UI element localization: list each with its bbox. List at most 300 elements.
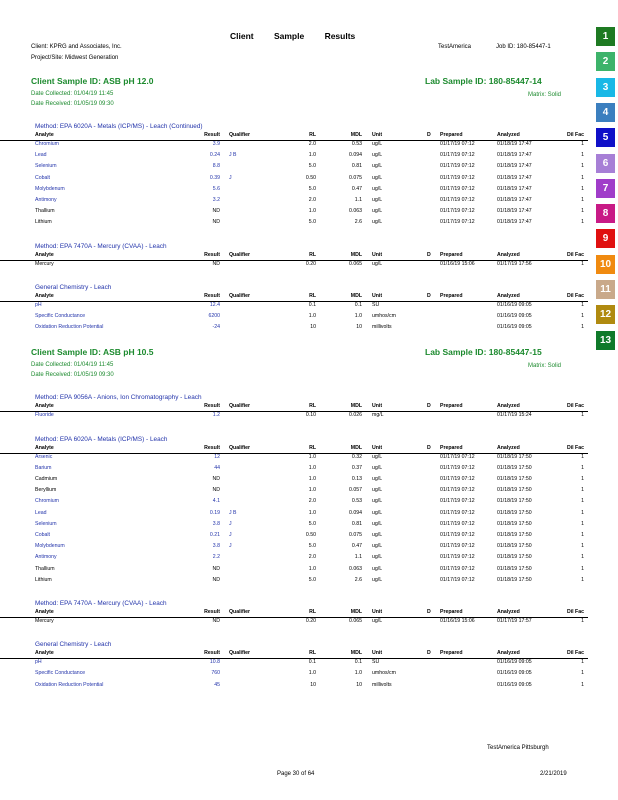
cell-mdl: 0.37 bbox=[351, 464, 362, 471]
column-header-row bbox=[0, 293, 588, 302]
cell-unit: umhos/cm bbox=[372, 313, 396, 319]
cell-analyte: Selenium bbox=[35, 520, 57, 527]
cell-analyzed: 01/18/19 17:47 bbox=[497, 163, 532, 170]
col-header-result: Result bbox=[204, 251, 220, 258]
cell-result: 12.4 bbox=[209, 301, 220, 308]
col-header-qualifier: Qualifier bbox=[229, 403, 251, 410]
col-header-dil: Dil Fac bbox=[566, 403, 584, 410]
cell-analyte: Beryllium bbox=[35, 487, 57, 494]
cell-analyzed: 01/18/19 17:47 bbox=[497, 152, 532, 159]
matrix: Matrix: Solid bbox=[528, 92, 562, 98]
page-title: Client Sample Results bbox=[230, 31, 356, 41]
cell-analyte: Specific Conductance bbox=[35, 313, 86, 319]
col-header-analyte: Analyte bbox=[35, 609, 54, 615]
cell-analyzed: 01/18/19 17:50 bbox=[497, 509, 532, 516]
result-row bbox=[0, 670, 588, 680]
cell-qualifier: J bbox=[229, 543, 232, 550]
col-header-dil: Dil Fac bbox=[566, 132, 584, 138]
result-row bbox=[0, 152, 588, 162]
cell-unit: ug/L bbox=[372, 141, 383, 147]
cell-analyte: Cobalt bbox=[35, 532, 50, 538]
cell-analyzed: 01/18/19 17:50 bbox=[497, 565, 532, 572]
cell-result: 3.2 bbox=[212, 197, 220, 203]
cell-analyzed: 01/16/19 09:05 bbox=[497, 324, 532, 331]
cell-dil: 1 bbox=[581, 313, 584, 319]
col-header-prepared: Prepared bbox=[440, 251, 463, 258]
cell-qualifier: J bbox=[229, 520, 232, 527]
col-header-mdl: MDL bbox=[350, 444, 362, 451]
cell-analyte: Barium bbox=[35, 464, 52, 471]
cell-rl: 5.0 bbox=[308, 219, 316, 226]
cell-analyte: Oxidation Reduction Potential bbox=[35, 681, 104, 688]
col-header-qualifier: Qualifier bbox=[229, 444, 251, 451]
col-header-rl: RL bbox=[309, 251, 316, 258]
cell-dil: 1 bbox=[581, 576, 584, 583]
col-header-rl: RL bbox=[309, 403, 316, 410]
cell-rl: 0.50 bbox=[305, 532, 316, 538]
cell-mdl: 0.13 bbox=[351, 476, 362, 482]
cell-mdl: 0.063 bbox=[349, 208, 362, 215]
cell-analyzed: 01/18/19 17:47 bbox=[497, 185, 532, 192]
col-header-analyzed: Analyzed bbox=[497, 444, 520, 451]
cell-analyte: Lithium bbox=[35, 219, 52, 226]
col-header-analyzed: Analyzed bbox=[497, 132, 520, 138]
cell-mdl: 0.063 bbox=[349, 565, 362, 572]
cell-mdl: 2.6 bbox=[354, 219, 362, 226]
cell-result: 45 bbox=[214, 681, 220, 688]
method-title: Method: EPA 7470A - Mercury (CVAA) - Leach bbox=[35, 600, 167, 607]
cell-analyzed: 01/18/19 17:50 bbox=[497, 453, 532, 460]
col-header-rl: RL bbox=[309, 444, 316, 451]
col-header-analyzed: Analyzed bbox=[497, 403, 520, 410]
cell-dil: 1 bbox=[581, 554, 584, 561]
cell-analyte: pH bbox=[35, 301, 42, 308]
cell-mdl: 0.094 bbox=[349, 509, 362, 516]
section-tab-5[interactable]: 5 bbox=[596, 128, 615, 147]
col-header-result: Result bbox=[204, 609, 220, 615]
cell-result: ND bbox=[212, 476, 220, 482]
cell-dil: 1 bbox=[581, 260, 584, 267]
cell-mdl: 0.53 bbox=[351, 141, 362, 147]
result-row bbox=[0, 465, 588, 475]
cell-dil: 1 bbox=[581, 464, 584, 471]
col-header-unit: Unit bbox=[372, 251, 383, 258]
job-id: Job ID: 180-85447-1 bbox=[496, 44, 551, 50]
cell-result: 8.8 bbox=[212, 163, 220, 170]
cell-result: ND bbox=[212, 565, 220, 572]
cell-unit: ug/L bbox=[372, 453, 383, 460]
cell-result: 0.21 bbox=[209, 532, 220, 538]
cell-analyte: Lead bbox=[35, 152, 47, 159]
cell-unit: ug/L bbox=[372, 509, 383, 516]
cell-unit: millivolts bbox=[372, 681, 392, 688]
cell-result: 0.39 bbox=[209, 174, 220, 181]
col-header-result: Result bbox=[204, 444, 220, 451]
cell-unit: SU bbox=[372, 659, 380, 666]
cell-unit: millivolts bbox=[372, 324, 392, 331]
cell-dil: 1 bbox=[581, 476, 584, 482]
cell-analyzed: 01/16/19 09:05 bbox=[497, 670, 532, 677]
cell-prepared: 01/17/19 07:12 bbox=[440, 464, 475, 471]
result-row bbox=[0, 163, 588, 173]
cell-rl: 1.0 bbox=[308, 670, 316, 677]
section-tab-1[interactable]: 1 bbox=[596, 27, 615, 46]
section-tab-12[interactable]: 12 bbox=[596, 305, 615, 324]
cell-unit: ug/L bbox=[372, 185, 383, 192]
cell-dil: 1 bbox=[581, 185, 584, 192]
cell-prepared: 01/16/19 15:06 bbox=[440, 618, 475, 624]
cell-rl: 1.0 bbox=[308, 313, 316, 319]
result-row bbox=[0, 682, 588, 692]
cell-dil: 1 bbox=[581, 219, 584, 226]
cell-mdl: 0.026 bbox=[349, 412, 362, 419]
cell-prepared: 01/17/19 07:12 bbox=[440, 174, 475, 181]
col-header-analyzed: Analyzed bbox=[497, 292, 520, 299]
cell-analyzed: 01/16/19 09:05 bbox=[497, 681, 532, 688]
result-row bbox=[0, 454, 588, 464]
cell-mdl: 0.1 bbox=[354, 301, 362, 308]
cell-analyzed: 01/18/19 17:47 bbox=[497, 141, 532, 147]
cell-dil: 1 bbox=[581, 152, 584, 159]
col-header-d: D bbox=[427, 403, 431, 410]
col-header-dil: Dil Fac bbox=[566, 251, 584, 258]
sample-title: Client Sample ID: ASB pH 10.5 bbox=[31, 347, 154, 358]
cell-rl: 0.20 bbox=[305, 260, 316, 267]
cell-analyzed: 01/18/19 17:47 bbox=[497, 219, 532, 226]
cell-analyzed: 01/18/19 17:47 bbox=[497, 208, 532, 215]
section-tab-3[interactable]: 3 bbox=[596, 78, 615, 97]
col-header-prepared: Prepared bbox=[440, 403, 463, 410]
cell-rl: 2.0 bbox=[308, 498, 316, 505]
cell-dil: 1 bbox=[581, 618, 584, 624]
result-row bbox=[0, 566, 588, 576]
date-collected: Date Collected: 01/04/19 11:45 bbox=[31, 91, 114, 97]
col-header-d: D bbox=[427, 132, 431, 138]
cell-rl: 0.10 bbox=[305, 412, 316, 419]
col-header-analyte: Analyte bbox=[35, 444, 54, 451]
result-row bbox=[0, 510, 588, 520]
col-header-d: D bbox=[427, 650, 431, 657]
cell-mdl: 0.47 bbox=[351, 185, 362, 192]
cell-result: 44 bbox=[214, 464, 220, 471]
result-row bbox=[0, 302, 588, 312]
cell-result: 4.1 bbox=[212, 498, 220, 505]
method-title: General Chemistry - Leach bbox=[35, 641, 112, 649]
cell-result: ND bbox=[212, 487, 220, 494]
cell-prepared: 01/17/19 07:12 bbox=[440, 185, 475, 192]
col-header-result: Result bbox=[204, 650, 220, 657]
date-collected: Date Collected: 01/04/19 11:45 bbox=[31, 362, 114, 369]
cell-analyte: Specific Conductance bbox=[35, 670, 86, 677]
cell-unit: ug/L bbox=[372, 260, 383, 267]
cell-dil: 1 bbox=[581, 163, 584, 170]
col-header-analyte: Analyte bbox=[35, 403, 54, 410]
column-header-row bbox=[0, 609, 588, 618]
cell-dil: 1 bbox=[581, 412, 584, 419]
cell-mdl: 1.1 bbox=[354, 554, 362, 561]
cell-dil: 1 bbox=[581, 208, 584, 215]
cell-analyte: Mercury bbox=[35, 260, 54, 267]
cell-unit: ug/L bbox=[372, 618, 383, 624]
cell-mdl: 10 bbox=[356, 324, 362, 331]
cell-prepared: 01/17/19 07:12 bbox=[440, 565, 475, 572]
cell-analyte: Lithium bbox=[35, 576, 52, 583]
cell-rl: 2.0 bbox=[308, 141, 316, 147]
result-row bbox=[0, 487, 588, 497]
col-header-prepared: Prepared bbox=[440, 292, 463, 299]
cell-rl: 2.0 bbox=[308, 197, 316, 203]
cell-analyzed: 01/17/19 17:56 bbox=[497, 260, 532, 267]
cell-prepared: 01/17/19 07:12 bbox=[440, 520, 475, 527]
col-header-mdl: MDL bbox=[350, 251, 362, 258]
matrix: Matrix: Solid bbox=[528, 363, 562, 370]
cell-unit: ug/L bbox=[372, 464, 383, 471]
cell-unit: ug/L bbox=[372, 163, 383, 170]
cell-mdl: 0.32 bbox=[351, 453, 362, 460]
cell-dil: 1 bbox=[581, 301, 584, 308]
cell-mdl: 0.065 bbox=[349, 260, 362, 267]
cell-mdl: 0.47 bbox=[351, 543, 362, 550]
cell-prepared: 01/17/19 07:12 bbox=[440, 197, 475, 203]
cell-result: ND bbox=[212, 576, 220, 583]
cell-unit: ug/L bbox=[372, 152, 383, 159]
section-tab-13[interactable]: 13 bbox=[596, 331, 615, 350]
cell-dil: 1 bbox=[581, 487, 584, 494]
col-header-analyzed: Analyzed bbox=[497, 650, 520, 657]
cell-prepared: 01/17/19 07:12 bbox=[440, 219, 475, 226]
cell-rl: 1.0 bbox=[308, 565, 316, 572]
col-header-unit: Unit bbox=[372, 650, 383, 657]
cell-dil: 1 bbox=[581, 659, 584, 666]
cell-prepared: 01/17/19 07:12 bbox=[440, 509, 475, 516]
cell-unit: mg/L bbox=[372, 412, 384, 419]
lab-sample-id: Lab Sample ID: 180-85447-15 bbox=[425, 347, 542, 358]
col-header-analyzed: Analyzed bbox=[497, 251, 520, 258]
cell-prepared: 01/16/19 15:06 bbox=[440, 260, 475, 267]
col-header-qualifier: Qualifier bbox=[229, 292, 251, 299]
cell-analyzed: 01/18/19 17:50 bbox=[497, 576, 532, 583]
cell-dil: 1 bbox=[581, 565, 584, 572]
col-header-analyzed: Analyzed bbox=[497, 609, 520, 615]
cell-dil: 1 bbox=[581, 498, 584, 505]
cell-result: 10.8 bbox=[209, 659, 220, 666]
result-row bbox=[0, 412, 588, 422]
col-header-prepared: Prepared bbox=[440, 609, 463, 615]
col-header-mdl: MDL bbox=[350, 292, 362, 299]
method-title: General Chemistry - Leach bbox=[35, 283, 112, 291]
print-date: 2/21/2019 bbox=[540, 771, 567, 777]
cell-unit: ug/L bbox=[372, 554, 383, 561]
cell-analyzed: 01/17/19 17:57 bbox=[497, 618, 532, 624]
page-number: Page 30 of 64 bbox=[277, 771, 315, 777]
col-header-mdl: MDL bbox=[350, 403, 362, 410]
col-header-prepared: Prepared bbox=[440, 444, 463, 451]
cell-prepared: 01/17/19 07:12 bbox=[440, 208, 475, 215]
footer-lab: TestAmerica Pittsburgh bbox=[487, 745, 549, 751]
col-header-mdl: MDL bbox=[350, 132, 362, 138]
section-tab-9[interactable]: 9 bbox=[596, 229, 615, 248]
section-tab-7[interactable]: 7 bbox=[596, 179, 615, 198]
col-header-analyte: Analyte bbox=[35, 292, 54, 299]
cell-unit: ug/L bbox=[372, 543, 383, 550]
col-header-unit: Unit bbox=[372, 444, 383, 451]
method-title: Method: EPA 6020A - Metals (ICP/MS) - Leach (Continued) bbox=[35, 123, 203, 130]
cell-dil: 1 bbox=[581, 174, 584, 181]
cell-prepared: 01/17/19 07:12 bbox=[440, 163, 475, 170]
sample-title: Client Sample ID: ASB pH 12.0 bbox=[31, 76, 154, 86]
cell-rl: 1.0 bbox=[308, 453, 316, 460]
cell-analyzed: 01/18/19 17:47 bbox=[497, 197, 532, 203]
cell-unit: ug/L bbox=[372, 174, 383, 181]
cell-result: 12 bbox=[214, 453, 220, 460]
cell-analyte: Chromium bbox=[35, 141, 59, 147]
cell-rl: 5.0 bbox=[308, 185, 316, 192]
result-row bbox=[0, 219, 588, 229]
result-row bbox=[0, 208, 588, 218]
col-header-unit: Unit bbox=[372, 403, 383, 410]
column-header-row bbox=[0, 650, 588, 659]
cell-mdl: 10 bbox=[356, 681, 362, 688]
cell-qualifier: J bbox=[229, 532, 232, 538]
cell-rl: 1.0 bbox=[308, 152, 316, 159]
method-title: Method: EPA 7470A - Mercury (CVAA) - Leach bbox=[35, 242, 167, 250]
cell-analyte: pH bbox=[35, 659, 42, 666]
result-row bbox=[0, 532, 588, 542]
cell-unit: ug/L bbox=[372, 197, 383, 203]
cell-analyzed: 01/18/19 17:50 bbox=[497, 487, 532, 494]
cell-analyte: Antimony bbox=[35, 197, 57, 203]
cell-dil: 1 bbox=[581, 520, 584, 527]
col-header-d: D bbox=[427, 444, 431, 451]
section-tab-8[interactable]: 8 bbox=[596, 204, 615, 223]
cell-analyte: Mercury bbox=[35, 618, 54, 624]
cell-analyzed: 01/16/19 09:05 bbox=[497, 659, 532, 666]
result-row bbox=[0, 197, 588, 207]
cell-analyzed: 01/16/19 09:05 bbox=[497, 301, 532, 308]
cell-analyzed: 01/16/19 09:05 bbox=[497, 313, 532, 319]
cell-unit: ug/L bbox=[372, 487, 383, 494]
cell-rl: 5.0 bbox=[308, 576, 316, 583]
cell-prepared: 01/17/19 07:12 bbox=[440, 532, 475, 538]
cell-unit: ug/L bbox=[372, 520, 383, 527]
col-header-unit: Unit bbox=[372, 292, 383, 299]
cell-result: 3.8 bbox=[212, 543, 220, 550]
col-header-mdl: MDL bbox=[350, 609, 362, 615]
cell-dil: 1 bbox=[581, 670, 584, 677]
col-header-result: Result bbox=[204, 292, 220, 299]
col-header-rl: RL bbox=[309, 609, 316, 615]
col-header-d: D bbox=[427, 292, 431, 299]
result-row bbox=[0, 175, 588, 185]
column-header-row bbox=[0, 403, 588, 412]
col-header-dil: Dil Fac bbox=[566, 650, 584, 657]
cell-rl: 5.0 bbox=[308, 543, 316, 550]
col-header-qualifier: Qualifier bbox=[229, 132, 251, 138]
cell-result: 3.9 bbox=[212, 141, 220, 147]
result-row bbox=[0, 324, 588, 334]
cell-prepared: 01/17/19 07:12 bbox=[440, 487, 475, 494]
cell-rl: 1.0 bbox=[308, 476, 316, 482]
result-row bbox=[0, 141, 588, 151]
cell-result: 2.2 bbox=[212, 554, 220, 561]
col-header-rl: RL bbox=[309, 132, 316, 138]
cell-result: 760 bbox=[211, 670, 220, 677]
col-header-rl: RL bbox=[309, 292, 316, 299]
cell-prepared: 01/17/19 07:12 bbox=[440, 543, 475, 550]
column-header-row bbox=[0, 132, 588, 141]
cell-analyzed: 01/18/19 17:50 bbox=[497, 520, 532, 527]
cell-analyte: Thallium bbox=[35, 208, 55, 215]
cell-analyte: Thallium bbox=[35, 565, 55, 572]
section-tab-11[interactable]: 11 bbox=[596, 280, 615, 299]
section-tab-2[interactable]: 2 bbox=[596, 52, 615, 71]
cell-analyte: Lead bbox=[35, 509, 47, 516]
lab-company: TestAmerica bbox=[438, 44, 472, 50]
section-tab-6[interactable]: 6 bbox=[596, 154, 615, 173]
cell-dil: 1 bbox=[581, 681, 584, 688]
result-row bbox=[0, 618, 588, 628]
cell-unit: umhos/cm bbox=[372, 670, 396, 677]
col-header-dil: Dil Fac bbox=[566, 292, 584, 299]
cell-analyte: Fluoride bbox=[35, 412, 54, 419]
result-row bbox=[0, 498, 588, 508]
col-header-qualifier: Qualifier bbox=[229, 609, 251, 615]
date-received: Date Received: 01/05/19 09:30 bbox=[31, 372, 114, 379]
col-header-analyte: Analyte bbox=[35, 650, 54, 657]
col-header-dil: Dil Fac bbox=[566, 609, 584, 615]
cell-result: 6200 bbox=[208, 313, 220, 319]
cell-result: ND bbox=[212, 219, 220, 226]
cell-rl: 0.1 bbox=[308, 301, 316, 308]
section-tab-4[interactable]: 4 bbox=[596, 103, 615, 122]
cell-analyte: Selenium bbox=[35, 163, 57, 170]
col-header-prepared: Prepared bbox=[440, 650, 463, 657]
cell-result: 0.19 bbox=[209, 509, 220, 516]
cell-analyzed: 01/18/19 17:50 bbox=[497, 476, 532, 482]
cell-dil: 1 bbox=[581, 141, 584, 147]
cell-rl: 1.0 bbox=[308, 487, 316, 494]
cell-result: ND bbox=[212, 260, 220, 267]
cell-dil: 1 bbox=[581, 453, 584, 460]
cell-analyzed: 01/18/19 17:50 bbox=[497, 464, 532, 471]
cell-analyte: Cobalt bbox=[35, 174, 50, 181]
cell-rl: 5.0 bbox=[308, 163, 316, 170]
cell-prepared: 01/17/19 07:12 bbox=[440, 141, 475, 147]
cell-prepared: 01/17/19 07:12 bbox=[440, 554, 475, 561]
cell-unit: ug/L bbox=[372, 532, 383, 538]
col-header-rl: RL bbox=[309, 650, 316, 657]
section-tab-10[interactable]: 10 bbox=[596, 255, 615, 274]
cell-prepared: 01/17/19 07:12 bbox=[440, 152, 475, 159]
cell-dil: 1 bbox=[581, 324, 584, 331]
cell-mdl: 0.075 bbox=[349, 532, 362, 538]
cell-mdl: 0.094 bbox=[349, 152, 362, 159]
cell-prepared: 01/17/19 07:12 bbox=[440, 453, 475, 460]
cell-analyte: Molybdenum bbox=[35, 543, 65, 550]
cell-rl: 0.1 bbox=[308, 659, 316, 666]
cell-rl: 0.20 bbox=[305, 618, 316, 624]
cell-result: 5.6 bbox=[212, 185, 220, 192]
cell-analyte: Oxidation Reduction Potential bbox=[35, 324, 104, 331]
cell-result: ND bbox=[212, 208, 220, 215]
col-header-qualifier: Qualifier bbox=[229, 251, 251, 258]
cell-result: 3.8 bbox=[212, 520, 220, 527]
client-line: Client: KPRG and Associates, Inc. bbox=[31, 44, 122, 50]
cell-analyte: Arsenic bbox=[35, 453, 53, 460]
cell-mdl: 0.057 bbox=[349, 487, 362, 494]
col-header-result: Result bbox=[204, 403, 220, 410]
cell-dil: 1 bbox=[581, 509, 584, 516]
